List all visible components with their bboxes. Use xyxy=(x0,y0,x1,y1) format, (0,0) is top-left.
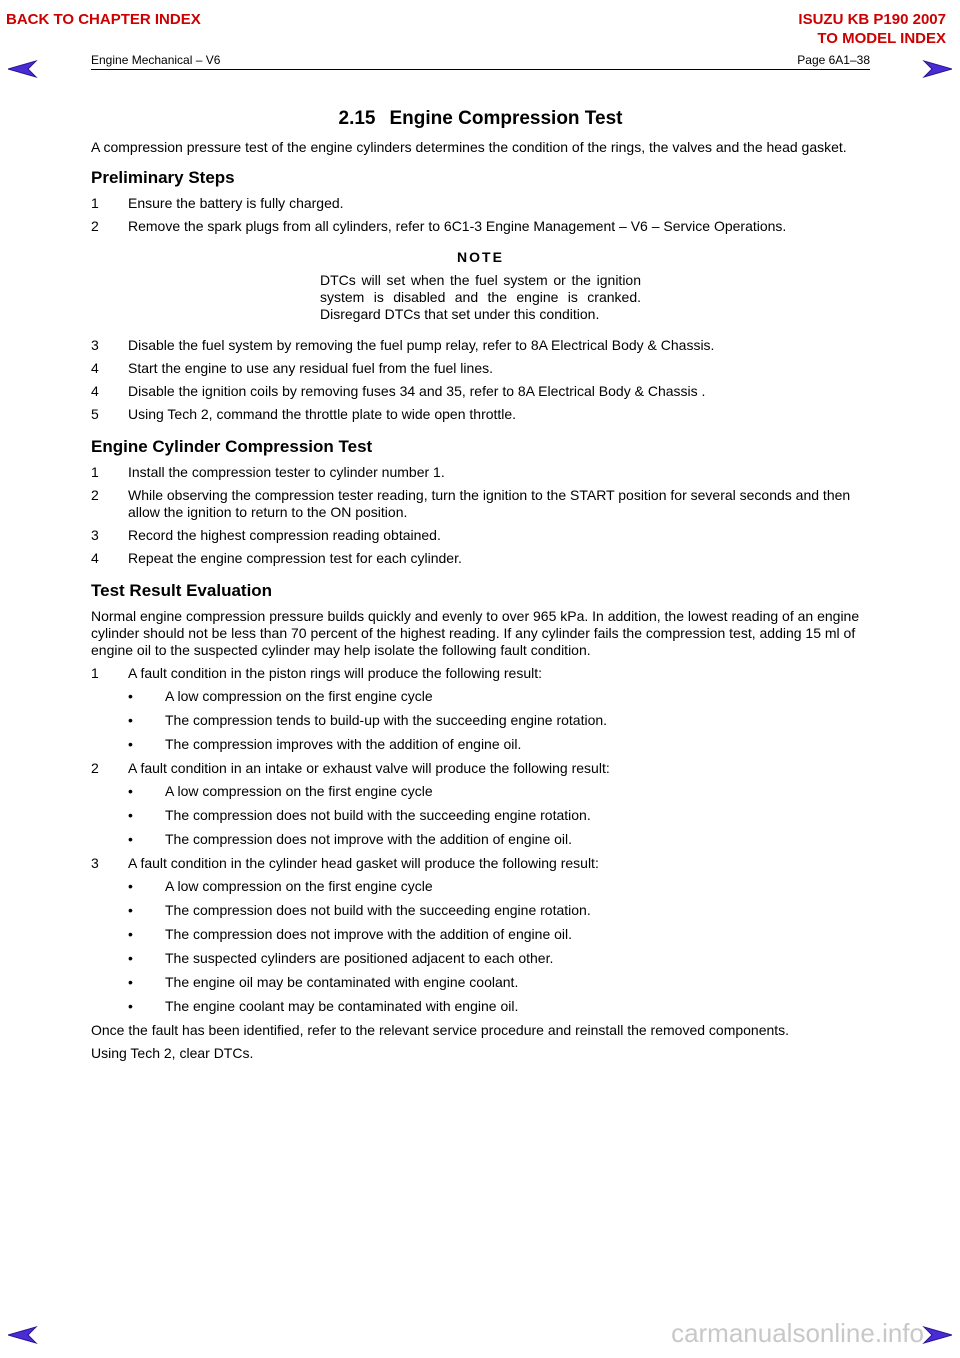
bullet-item xyxy=(128,783,870,800)
note-body: DTCs will set when the fuel system or the ignition system is disabled and the engine is cranked. Disregard DTCs that set under this condition. xyxy=(320,272,641,322)
bullet-item xyxy=(128,688,870,705)
step-text: A fault condition in an intake or exhaust valve will produce the following result: xyxy=(128,760,610,776)
previous-page-arrow-bottom-icon[interactable] xyxy=(8,1326,38,1344)
cylinder-test-step xyxy=(91,527,870,544)
step-number: 3 xyxy=(91,527,99,543)
bullet-icon: • xyxy=(128,950,133,966)
closing-paragraphs xyxy=(91,1022,870,1062)
bullet-item xyxy=(128,950,870,967)
bullet-item xyxy=(128,712,870,729)
bullet-text: The compression tends to build-up with the succeeding engine rotation. xyxy=(165,712,608,728)
cylinder-test-step xyxy=(91,487,870,521)
cylinder-test-heading: Engine Cylinder Compression Test xyxy=(91,437,373,456)
fault-step xyxy=(91,760,870,777)
preliminary-step xyxy=(91,337,870,354)
bullet-icon: • xyxy=(128,807,133,823)
step-number: 4 xyxy=(91,383,99,399)
back-to-chapter-index-link[interactable]: BACK TO CHAPTER INDEX xyxy=(6,11,201,28)
page-number: Page 6A1–38 xyxy=(797,53,870,67)
bullet-icon: • xyxy=(128,926,133,942)
preliminary-steps-b xyxy=(91,337,870,423)
previous-page-arrow-icon[interactable] xyxy=(8,60,38,78)
preliminary-step xyxy=(91,218,870,235)
bullet-item xyxy=(128,902,870,919)
closing-paragraph: Using Tech 2, clear DTCs. xyxy=(91,1045,254,1061)
bullet-text: The compression does not build with the succeeding engine rotation. xyxy=(165,807,591,823)
evaluation-intro: Normal engine compression pressure builds quickly and evenly to over 965 kPa. In addition, the lowest reading of an engine cylinder should not be less than 70 percent of the highest reading. If any cylinder fails the compression test, adding 15 ml of engine oil to the suspected cylinder may help isolate the following fault condition. xyxy=(91,608,860,658)
bullet-icon: • xyxy=(128,974,133,990)
step-number: 3 xyxy=(91,855,99,871)
bullet-item xyxy=(128,878,870,895)
step-text: Start the engine to use any residual fuel from the fuel lines. xyxy=(128,360,493,376)
closing-paragraph: Once the fault has been identified, refer to the relevant service procedure and reinstall the removed components. xyxy=(91,1022,790,1038)
step-number: 3 xyxy=(91,337,99,353)
note-box xyxy=(91,249,870,323)
bullet-text: A low compression on the first engine cycle xyxy=(165,878,433,894)
step-number: 5 xyxy=(91,406,99,422)
cylinder-test-steps xyxy=(91,464,870,567)
bullet-text: The compression does not improve with the addition of engine oil. xyxy=(165,831,573,847)
section-number: 2.15 xyxy=(338,108,376,129)
note-heading: NOTE xyxy=(457,249,504,265)
preliminary-step xyxy=(91,195,870,212)
bullet-icon: • xyxy=(128,831,133,847)
step-number: 2 xyxy=(91,760,99,776)
bullet-text: The compression does not improve with the addition of engine oil. xyxy=(165,926,573,942)
step-text: Install the compression tester to cylinder number 1. xyxy=(128,464,445,480)
bullet-icon: • xyxy=(128,688,133,704)
preliminary-step xyxy=(91,383,870,400)
bullet-text: A low compression on the first engine cycle xyxy=(165,688,433,704)
step-text: Disable the fuel system by removing the fuel pump relay, refer to 8A Electrical Body & Chassis. xyxy=(128,337,715,353)
section-title-text: Engine Compression Test xyxy=(389,108,623,129)
bullet-item xyxy=(128,926,870,943)
header-rule xyxy=(91,69,870,70)
step-number: 1 xyxy=(91,195,99,211)
step-number: 4 xyxy=(91,550,99,566)
evaluation-heading: Test Result Evaluation xyxy=(91,581,273,600)
step-text: While observing the compression tester reading, turn the ignition to the START position for several seconds and then allow the ignition to return to the ON position. xyxy=(128,487,851,520)
section-title xyxy=(91,110,870,127)
step-text: A fault condition in the cylinder head gasket will produce the following result: xyxy=(128,855,599,871)
cylinder-test-step xyxy=(91,550,870,567)
running-header-left: Engine Mechanical – V6 xyxy=(91,53,221,67)
preliminary-step xyxy=(91,360,870,377)
step-number: 1 xyxy=(91,665,99,681)
next-page-arrow-icon[interactable] xyxy=(922,60,952,78)
preliminary-heading: Preliminary Steps xyxy=(91,168,235,187)
step-number: 1 xyxy=(91,464,99,480)
next-page-arrow-bottom-icon[interactable] xyxy=(922,1326,952,1344)
bullet-text: The compression improves with the addition of engine oil. xyxy=(165,736,522,752)
model-title-link[interactable]: ISUZU KB P190 2007 xyxy=(798,11,946,28)
preliminary-step xyxy=(91,406,870,423)
bullet-item xyxy=(128,807,870,824)
bullet-item xyxy=(128,736,870,753)
bullet-icon: • xyxy=(128,736,133,752)
fault-step xyxy=(91,855,870,872)
step-text: Remove the spark plugs from all cylinders, refer to 6C1-3 Engine Management – V6 – Service Operations. xyxy=(128,218,787,234)
step-text: Record the highest compression reading obtained. xyxy=(128,527,441,543)
bullet-icon: • xyxy=(128,878,133,894)
bullet-text: The suspected cylinders are positioned adjacent to each other. xyxy=(165,950,554,966)
bullet-text: The engine coolant may be contaminated with engine oil. xyxy=(165,998,519,1014)
bullet-icon: • xyxy=(128,712,133,728)
bullet-icon: • xyxy=(128,783,133,799)
step-number: 4 xyxy=(91,360,99,376)
bullet-item xyxy=(128,831,870,848)
bullet-text: The compression does not build with the succeeding engine rotation. xyxy=(165,902,591,918)
bullet-text: A low compression on the first engine cycle xyxy=(165,783,433,799)
bullet-text: The engine oil may be contaminated with engine coolant. xyxy=(165,974,519,990)
step-text: Repeat the engine compression test for each cylinder. xyxy=(128,550,462,566)
step-number: 2 xyxy=(91,487,99,503)
page-content xyxy=(91,110,870,1068)
intro-paragraph: A compression pressure test of the engine cylinders determines the condition of the rings, the valves and the head gasket. xyxy=(91,139,847,155)
step-text: Disable the ignition coils by removing fuses 34 and 35, refer to 8A Electrical Body & Chassis . xyxy=(128,383,706,399)
step-text: Ensure the battery is fully charged. xyxy=(128,195,344,211)
fault-list xyxy=(91,665,870,1015)
watermark: carmanualsonline.info xyxy=(671,1318,924,1348)
cylinder-test-step xyxy=(91,464,870,481)
fault-step xyxy=(91,665,870,682)
bullet-item xyxy=(128,998,870,1015)
to-model-index-link[interactable]: TO MODEL INDEX xyxy=(817,30,946,47)
bullet-icon: • xyxy=(128,902,133,918)
bullet-item xyxy=(128,974,870,991)
bullet-icon: • xyxy=(128,998,133,1014)
preliminary-steps-a xyxy=(91,195,870,235)
step-text: A fault condition in the piston rings will produce the following result: xyxy=(128,665,543,681)
step-number: 2 xyxy=(91,218,99,234)
step-text: Using Tech 2, command the throttle plate to wide open throttle. xyxy=(128,406,517,422)
